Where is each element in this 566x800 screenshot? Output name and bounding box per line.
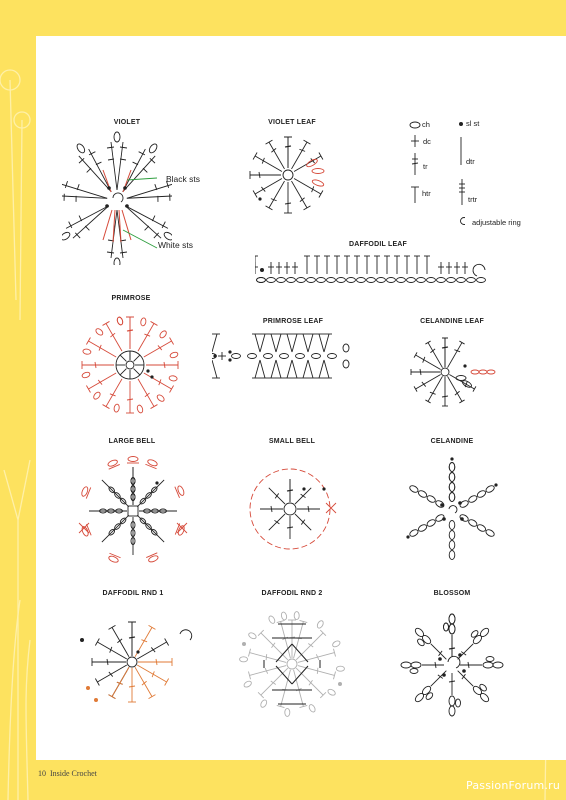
- adjustable-ring-symbol: [461, 218, 466, 225]
- title-blossom: BLOSSOM: [433, 590, 471, 597]
- celandine-diagram: [400, 455, 504, 567]
- ch-symbol: [410, 122, 420, 128]
- callout-black-sts: Black sts: [166, 174, 201, 184]
- legend-sl-st: sl st: [466, 119, 480, 128]
- title-large-bell: LARGE BELL: [108, 438, 156, 445]
- callout-white-sts: White sts: [158, 240, 193, 250]
- legend-trtr: trtr: [468, 195, 478, 204]
- daffodil-rnd2-diagram: [226, 602, 358, 726]
- daffodil-rnd1-diagram: [70, 602, 194, 722]
- violet-leaf-diagram: [248, 130, 338, 220]
- title-daffodil-rnd2: DAFFODIL RND 2: [261, 590, 323, 597]
- legend-htr: htr: [422, 189, 431, 198]
- title-primrose-leaf: PRIMROSE LEAF: [262, 318, 324, 325]
- small-bell-diagram: [240, 460, 340, 558]
- magazine-name: Inside Crochet: [50, 769, 97, 778]
- legend-dtr: dtr: [466, 157, 475, 166]
- primrose-leaf-diagram: [212, 330, 362, 382]
- legend-ch: ch: [422, 120, 430, 129]
- watermark: PassionForum.ru: [466, 779, 560, 792]
- daffodil-leaf-diagram: [255, 254, 495, 286]
- title-primrose: PRIMROSE: [111, 295, 151, 302]
- blossom-diagram: [392, 604, 512, 726]
- title-violet-leaf: VIOLET LEAF: [268, 119, 316, 126]
- celandine-leaf-diagram: [400, 330, 500, 415]
- legend-dc: dc: [423, 137, 431, 146]
- large-bell-diagram: [74, 452, 192, 570]
- page-number: 10: [38, 769, 46, 778]
- violet-diagram: [62, 130, 172, 265]
- page-footer: [38, 769, 97, 778]
- primrose-diagram: [70, 305, 190, 425]
- sl-st-symbol: [459, 122, 463, 126]
- title-small-bell: SMALL BELL: [268, 438, 316, 445]
- title-violet: VIOLET: [113, 119, 141, 126]
- title-celandine-leaf: CELANDINE LEAF: [420, 318, 484, 325]
- title-daffodil-rnd1: DAFFODIL RND 1: [102, 590, 164, 597]
- legend-adjustable-ring: adjustable ring: [472, 218, 521, 227]
- title-celandine: CELANDINE: [430, 438, 474, 445]
- legend-tr: tr: [423, 162, 428, 171]
- title-daffodil-leaf: DAFFODIL LEAF: [348, 241, 408, 248]
